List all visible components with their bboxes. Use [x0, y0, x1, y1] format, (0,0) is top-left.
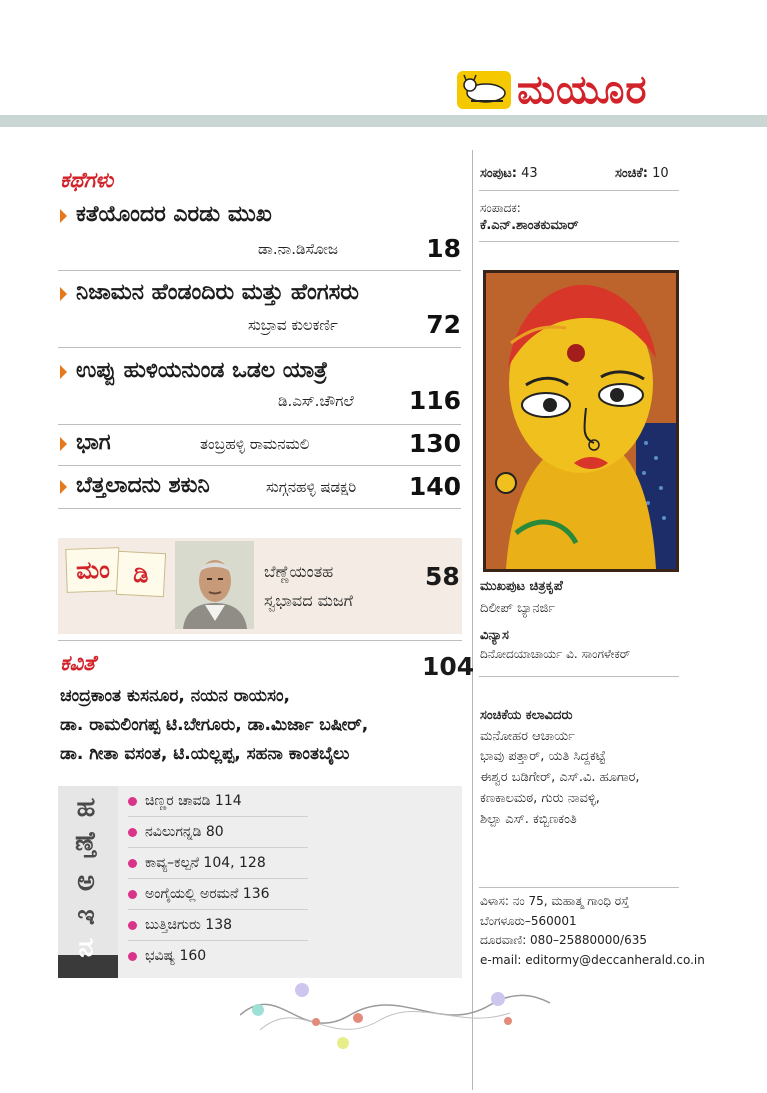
- issue-value: 10: [652, 166, 669, 181]
- phone-line: ದೂರವಾಣಿ: 080–25880000/635: [480, 933, 647, 947]
- story-page: 140: [408, 472, 461, 501]
- bullet-dot-icon: [128, 859, 137, 868]
- artists-line: ಶಿಲ್ಪಾ ಎಸ್. ಕಬ್ಬಿಣಕಂತಿ: [480, 812, 577, 827]
- artists-line: ಭಾವು ಪತ್ತಾರ್, ಯತಿ ಸಿದ್ದಕಟ್ಟೆ: [480, 749, 606, 764]
- editor-name: ಕೆ.ಎನ್.ಶಾಂತಕುಮಾರ್: [480, 218, 579, 233]
- address-line: ವಿಳಾಸ: ನಂ 75, ಮಹಾತ್ಮ ಗಾಂಧಿ ರಸ್ತೆ: [480, 894, 630, 908]
- column-item-label: ನವಿಲುಗನ್ನಡಿ 80: [145, 824, 224, 840]
- feature-card-tile: ಡಿ: [116, 551, 166, 597]
- volume-value: 43: [521, 166, 538, 181]
- story-author: ಡಾ.ನಾ.ಡಿಸೋಜ: [258, 240, 339, 258]
- poet-names-line: ಡಾ. ರಾಮಲಿಂಗಪ್ಪ ಟಿ.ಬೇಗೂರು, ಡಾ.ಮಿರ್ಜಾ ಬಷೀರ್,: [60, 715, 369, 735]
- volume-label: ಸಂಪುಟ:: [480, 166, 517, 181]
- story-row[interactable]: [58, 356, 461, 425]
- artists-line: ಕಣಕಾಲಮಠ, ಗುರು ನಾವಳ್ಳಿ,: [480, 791, 600, 806]
- column-divider: [472, 150, 473, 1090]
- story-author: ತಂಬ್ರಹಳ್ಳಿ ರಾಮನಮಲಿ: [200, 435, 310, 453]
- cover-artist: ದಿಲೀಪ್ ಬ್ಯಾನರ್ಜಿ: [480, 601, 556, 616]
- story-title: ಕತೆಯೊಂದರ ಎರಡು ಮುಖ: [76, 202, 272, 227]
- story-author: ಸುಗ್ಗನಹಳ್ಳಿ ಷಡಕ್ಷರಿ: [266, 478, 357, 496]
- column-item[interactable]: [128, 848, 308, 879]
- bullet-dot-icon: [128, 952, 137, 961]
- bullet-dot-icon: [128, 797, 137, 806]
- column-item[interactable]: [128, 786, 308, 817]
- volume-info: [480, 166, 538, 181]
- bullet-arrow-icon: [60, 437, 67, 451]
- side-glyph: ನ: [78, 932, 94, 963]
- bullet-arrow-icon: [60, 209, 67, 223]
- bullet-dot-icon: [128, 890, 137, 899]
- poet-names-line: ಡಾ. ಗೀತಾ ವಸಂತ, ಟಿ.ಯಲ್ಲಪ್ಪ, ಸಹನಾ ಕಾಂತಬೈಲು: [60, 744, 350, 764]
- header-band: [0, 115, 767, 127]
- nandi-bull-logo-icon: [455, 69, 513, 111]
- editor-label: ಸಂಪಾದಕ:: [480, 201, 521, 215]
- email-line[interactable]: e-mail: editormy@deccanherald.co.in: [480, 953, 705, 967]
- side-glyph: ಅ: [77, 866, 95, 897]
- column-item-label: ಭವಿಷ್ಯ 160: [145, 948, 207, 964]
- feature-title-line: ಸ್ವಭಾವದ ಮಜಗೆ: [264, 591, 353, 610]
- story-row[interactable]: [58, 428, 461, 466]
- story-page: 18: [426, 234, 461, 263]
- column-item[interactable]: [128, 910, 308, 941]
- portrait-photo: [175, 541, 254, 629]
- bullet-arrow-icon: [60, 480, 67, 494]
- story-page: 116: [408, 386, 461, 415]
- bullet-arrow-icon: [60, 287, 67, 301]
- column-item-label: ಚಿಣ್ಣರ ಚಾವಡಿ 114: [145, 793, 242, 809]
- cover-painting: [486, 273, 676, 569]
- divider: [479, 676, 679, 677]
- divider: [479, 190, 679, 191]
- design-label: ವಿನ್ಯಾಸ: [480, 628, 509, 643]
- column-item[interactable]: [128, 879, 308, 910]
- poet-names-line: ಚಂದ್ರಕಾಂತ ಕುಸನೂರ, ನಯನ ರಾಯಸಂ,: [60, 686, 290, 706]
- bullet-dot-icon: [128, 921, 137, 930]
- side-glyph: ಣ್ತೆ: [75, 826, 97, 857]
- story-page: 72: [426, 310, 461, 339]
- decorative-swirl-icon: [240, 975, 550, 1055]
- story-title: ಉಪ್ಪು ಹುಳಿಯನುಂಡ ಒಡಲ ಯಾತ್ರೆ: [76, 358, 328, 383]
- feature-card-tile: ಮಂ: [65, 547, 121, 593]
- story-row[interactable]: [58, 471, 461, 509]
- artists-line: ಮನೋಹರ ಆಚಾರ್ಯ: [480, 729, 575, 744]
- address-line: ಬೆಂಗಳೂರು–560001: [480, 914, 577, 928]
- poetry-heading: ಕವಿತೆ: [60, 651, 95, 675]
- bullet-dot-icon: [128, 828, 137, 837]
- issue-label: ಸಂಚಿಕೆ:: [615, 166, 648, 181]
- story-title: ಬೆತ್ತಲಾದನು ಶಕುನಿ: [76, 473, 210, 498]
- masthead-title: ಮಯೂರ: [517, 67, 648, 113]
- column-item[interactable]: [128, 817, 308, 848]
- divider: [58, 640, 462, 641]
- divider: [479, 241, 679, 242]
- divider: [479, 887, 679, 888]
- story-row[interactable]: [58, 278, 461, 348]
- artists-label: ಸಂಚಿಕೆಯ ಕಲಾವಿದರು: [480, 708, 573, 723]
- story-row[interactable]: [58, 200, 461, 271]
- cover-credit-label: ಮುಖಪುಟ ಚಿತ್ರಕೃಪೆ: [480, 579, 563, 594]
- story-author: ಸುಬ್ರಾವ ಕುಲಕರ್ಣಿ: [248, 316, 338, 334]
- story-author: ಡಿ.ಎಸ್.ಚೌಗಲೆ: [278, 392, 354, 410]
- column-item-label: ಬುತ್ತಿಚಿಗುರು 138: [145, 917, 233, 933]
- feature-page: 58: [425, 562, 460, 591]
- story-page: 130: [408, 429, 461, 458]
- feature-title-line: ಬೆಣ್ಣೆಯಂತಹ: [264, 562, 334, 581]
- masthead-logo: [455, 66, 648, 114]
- design-name: ದಿನೋದಯಾಚಾರ್ಯ ವಿ. ಸಾಂಗಳೇಕರ್: [480, 647, 631, 661]
- side-glyph: ಇ: [77, 900, 95, 931]
- side-glyph: ಹ: [76, 792, 96, 823]
- issue-info: [615, 166, 669, 181]
- poetry-page: 104: [422, 652, 475, 681]
- bullet-arrow-icon: [60, 365, 67, 379]
- artists-line: ಈಶ್ವರ ಬಡಿಗೇರ್, ಎಸ್.ವಿ. ಹೂಗಾರ,: [480, 770, 640, 785]
- column-item-label: ಕಾವ್ಯ–ಕಲ್ಪನೆ 104, 128: [145, 855, 266, 871]
- story-title: ಭಾಗ: [76, 430, 111, 455]
- stories-heading: ಕಥೆಗಳು: [60, 168, 114, 192]
- story-title: ನಿಜಾಮನ ಹೆಂಡಂದಿರು ಮತ್ತು ಹೆಂಗಸರು: [76, 280, 359, 305]
- column-item-label: ಅಂಗೈಯಲ್ಲಿ ಅರಮನೆ 136: [145, 886, 270, 902]
- column-item[interactable]: [128, 941, 308, 971]
